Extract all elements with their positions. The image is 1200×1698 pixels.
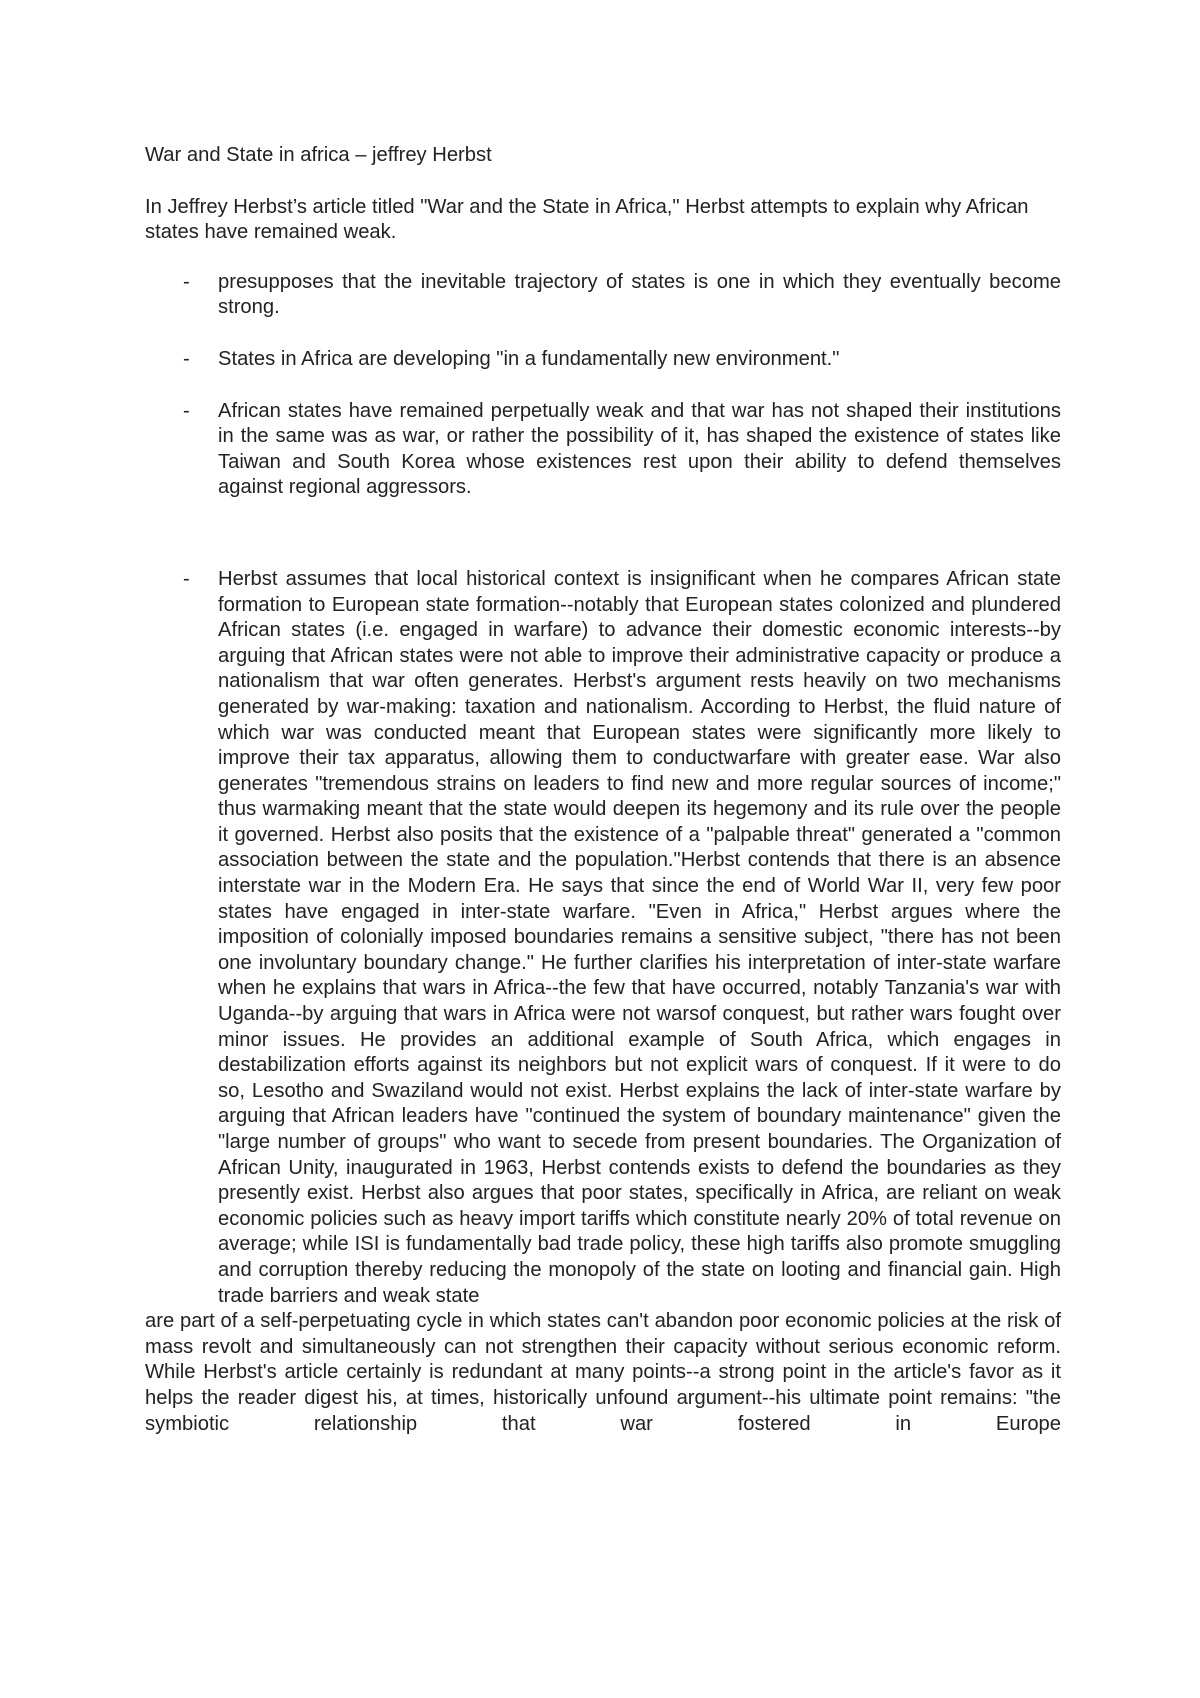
intro-paragraph: In Jeffrey Herbst’s article titled "War and the State in Africa," Herbst attempts to explain why African states have remained weak. (145, 195, 1029, 244)
bullet-text: Herbst assumes that local historical context is insignificant when he compares African state formation to European state formation--notably that European states colonized and plundered African states (i.e. engaged in warfare) to advance their domestic economic interests--by arguing that African states were not able to improve their administrative capacity or produce a nationalism that war often generates. Herbst's argument rests heavily on two mechanisms generated by war-making: taxation and nationalism. According to Herbst, the fluid nature of which war was conducted meant that European states were significantly more likely to improve their tax apparatus, allowing them to conductwarfare with greater ease. War also generates "tremendous strains on leaders to find new and more regular sources of income;" thus warmaking meant that the state would deepen its hegemony and its rule over the people it governed. Herbst also posits that the existence of a "palpable threat" generated a "common association between the state and the population."Herbst contends that there is an absence interstate war in the Modern Era. He says that since the end of World War II, very few poor states have engaged in inter-state warfare. "Even in Africa," Herbst argues where the imposition of colonially imposed boundaries remains a sensitive subject, "there has not been one involuntary boundary change." He further clarifies his interpretation of inter-state warfare when he explains that wars in Africa--the few that have occurred, notably Tanzania's war with Uganda--by arguing that wars in Africa were not warsof conquest, but rather wars fought over minor issues. He provides an additional example of South Africa, which engages in destabilization efforts against its neighbors but not explicit wars of conquest. If it were to do so, Lesotho and Swaziland would not exist. Herbst explains the lack of inter-state warfare by arguing that African leaders have "continued the system of boundary maintenance" given the "large number of groups" who want to secede from present boundaries. The Organization of African Unity, inaugurated in 1963, Herbst contends exists to defend the boundaries as they presently exist. Herbst also argues that poor states, specifically in Africa, are reliant on weak economic policies such as heavy import tariffs which constitute nearly 20% of total revenue on average; while ISI is fundamentally bad trade policy, these high tariffs also promote smuggling and corruption thereby reducing the monopoly of the state on looting and financial gain. High trade barriers and weak state (218, 567, 1061, 1307)
list-item (145, 399, 1061, 501)
bullet-list (145, 270, 1061, 1309)
bullet-text: African states have remained perpetually weak and that war has not shaped their institutions in the same was as war, or rather the possibility of it, has shaped the existence of states like Taiwan and South Korea whose existences rest upon their ability to defend themselves against regional aggressors. (218, 399, 1061, 499)
list-item (145, 347, 1061, 373)
bullet-dash: - (183, 270, 190, 293)
bullet-text: presupposes that the inevitable trajectory of states is one in which they eventually become strong. (218, 270, 1061, 319)
document-page (145, 143, 1061, 1437)
list-item (145, 567, 1061, 1309)
bullet-text: States in Africa are developing "in a fundamentally new environment." (218, 347, 840, 370)
document-title: War and State in africa – jeffrey Herbst (145, 144, 492, 166)
bullet-dash: - (183, 347, 190, 370)
list-item (145, 270, 1061, 321)
bullet-dash: - (183, 567, 190, 590)
bullet-dash: - (183, 399, 190, 422)
continuation-paragraph: are part of a self-perpetuating cycle in which states can't abandon poor economic policies at the risk of mass revolt and simultaneously can not strengthen their capacity without serious economic reform. While Herbst's article certainly is redundant at many points--a strong point in the article's favor as it helps the reader digest his, at times, historically unfound argument--his ultimate point remains: "the symbiotic relationship that war fostered in Europe (145, 1310, 1061, 1435)
